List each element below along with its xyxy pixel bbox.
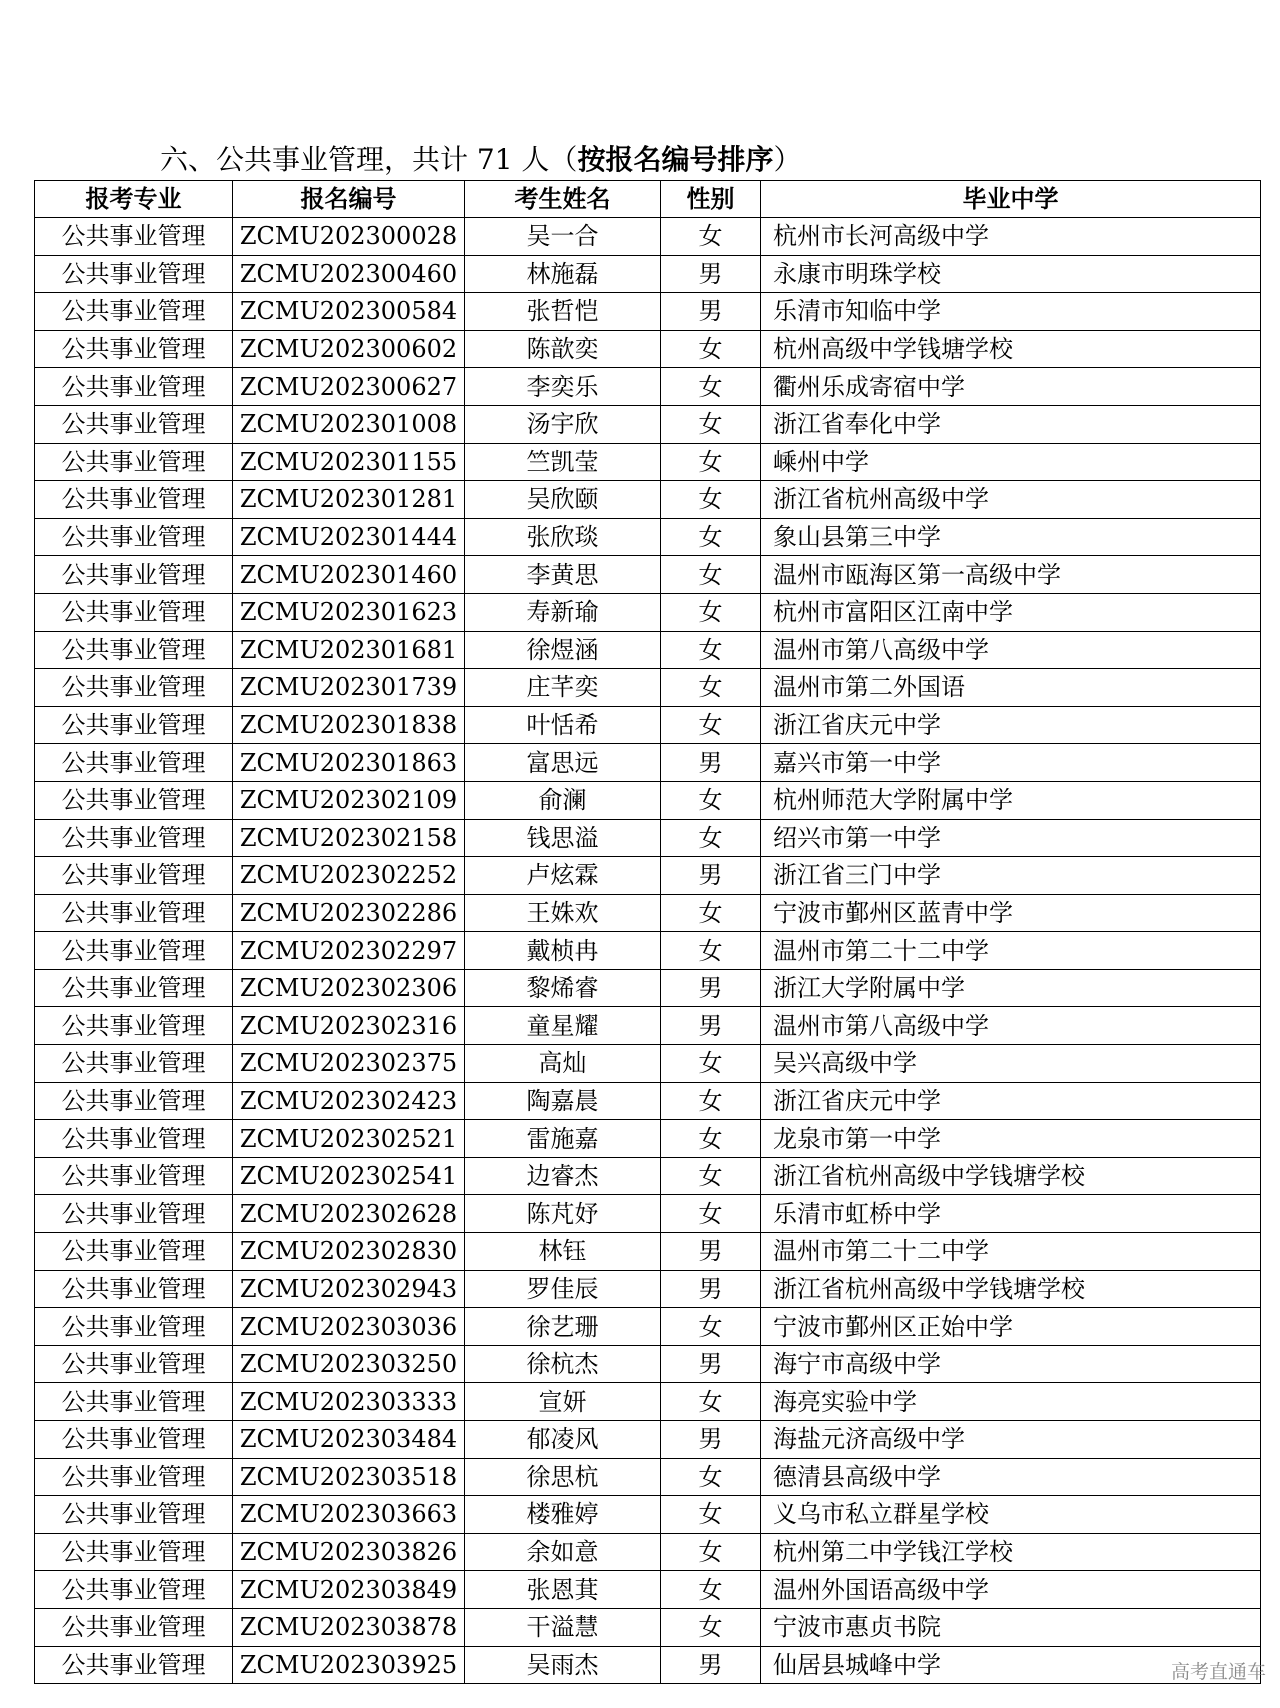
cell-high-school: 温州市第二外国语	[761, 669, 1261, 707]
cell-high-school: 宁波市鄞州区蓝青中学	[761, 894, 1261, 932]
cell-registration-id: ZCMU202302158	[233, 819, 465, 857]
cell-student-name: 陈歆奕	[465, 330, 661, 368]
cell-student-name: 徐艺珊	[465, 1308, 661, 1346]
column-header-registration-id: 报名编号	[233, 181, 465, 218]
cell-student-name: 竺凯莹	[465, 443, 661, 481]
cell-high-school: 浙江省庆元中学	[761, 1082, 1261, 1120]
cell-major: 公共事业管理	[35, 932, 233, 970]
cell-high-school: 仙居县城峰中学	[761, 1646, 1261, 1684]
watermark: 高考直通车	[1170, 1661, 1266, 1683]
cell-high-school: 杭州市长河高级中学	[761, 218, 1261, 256]
cell-major: 公共事业管理	[35, 368, 233, 406]
cell-gender: 女	[661, 706, 761, 744]
cell-gender: 女	[661, 330, 761, 368]
cell-major: 公共事业管理	[35, 969, 233, 1007]
cell-gender: 男	[661, 969, 761, 1007]
cell-major: 公共事业管理	[35, 1571, 233, 1609]
cell-major: 公共事业管理	[35, 1533, 233, 1571]
table-row	[35, 1496, 1261, 1534]
cell-registration-id: ZCMU202303925	[233, 1646, 465, 1684]
cell-high-school: 义乌市私立群星学校	[761, 1496, 1261, 1534]
cell-student-name: 戴桢冉	[465, 932, 661, 970]
cell-registration-id: ZCMU202301838	[233, 706, 465, 744]
table-row	[35, 1421, 1261, 1459]
cell-major: 公共事业管理	[35, 518, 233, 556]
column-header-gender: 性别	[661, 181, 761, 218]
cell-gender: 男	[661, 1646, 761, 1684]
cell-high-school: 温州市瓯海区第一高级中学	[761, 556, 1261, 594]
cell-registration-id: ZCMU202301155	[233, 443, 465, 481]
table-row	[35, 1157, 1261, 1195]
table-row	[35, 405, 1261, 443]
cell-major: 公共事业管理	[35, 1496, 233, 1534]
cell-registration-id: ZCMU202302286	[233, 894, 465, 932]
table-row	[35, 1233, 1261, 1271]
cell-gender: 女	[661, 669, 761, 707]
table-row	[35, 1082, 1261, 1120]
table-row	[35, 368, 1261, 406]
cell-registration-id: ZCMU202303878	[233, 1608, 465, 1646]
cell-registration-id: ZCMU202301281	[233, 481, 465, 519]
table-row	[35, 894, 1261, 932]
cell-registration-id: ZCMU202303518	[233, 1458, 465, 1496]
cell-student-name: 高灿	[465, 1045, 661, 1083]
cell-major: 公共事业管理	[35, 1270, 233, 1308]
cell-high-school: 宁波市惠贞书院	[761, 1608, 1261, 1646]
cell-gender: 女	[661, 1533, 761, 1571]
cell-registration-id: ZCMU202300028	[233, 218, 465, 256]
cell-gender: 女	[661, 405, 761, 443]
cell-gender: 女	[661, 894, 761, 932]
table-row	[35, 631, 1261, 669]
cell-gender: 男	[661, 857, 761, 895]
cell-student-name: 陶嘉晨	[465, 1082, 661, 1120]
cell-gender: 女	[661, 1308, 761, 1346]
cell-gender: 女	[661, 932, 761, 970]
cell-gender: 男	[661, 255, 761, 293]
cell-gender: 男	[661, 744, 761, 782]
table-row	[35, 1120, 1261, 1158]
cell-registration-id: ZCMU202302375	[233, 1045, 465, 1083]
cell-student-name: 徐煜涵	[465, 631, 661, 669]
cell-major: 公共事业管理	[35, 744, 233, 782]
cell-high-school: 温州市第八高级中学	[761, 631, 1261, 669]
cell-registration-id: ZCMU202303663	[233, 1496, 465, 1534]
table-row	[35, 1270, 1261, 1308]
cell-gender: 女	[661, 1157, 761, 1195]
cell-gender: 男	[661, 1345, 761, 1383]
cell-major: 公共事业管理	[35, 1082, 233, 1120]
cell-major: 公共事业管理	[35, 255, 233, 293]
cell-student-name: 张恩萁	[465, 1571, 661, 1609]
cell-student-name: 富思远	[465, 744, 661, 782]
table-row	[35, 1045, 1261, 1083]
cell-major: 公共事业管理	[35, 1458, 233, 1496]
cell-major: 公共事业管理	[35, 631, 233, 669]
cell-high-school: 宁波市鄞州区正始中学	[761, 1308, 1261, 1346]
cell-student-name: 卢炫霖	[465, 857, 661, 895]
cell-gender: 女	[661, 556, 761, 594]
table-row	[35, 1608, 1261, 1646]
table-row	[35, 293, 1261, 331]
cell-high-school: 浙江省杭州高级中学	[761, 481, 1261, 519]
cell-student-name: 林施磊	[465, 255, 661, 293]
table-row	[35, 1007, 1261, 1045]
cell-gender: 女	[661, 1082, 761, 1120]
heading-suffix: ）	[773, 143, 802, 176]
cell-high-school: 德清县高级中学	[761, 1458, 1261, 1496]
table-row	[35, 218, 1261, 256]
cell-high-school: 乐清市虹桥中学	[761, 1195, 1261, 1233]
cell-major: 公共事业管理	[35, 819, 233, 857]
cell-registration-id: ZCMU202301444	[233, 518, 465, 556]
cell-registration-id: ZCMU202302943	[233, 1270, 465, 1308]
cell-student-name: 俞澜	[465, 781, 661, 819]
cell-student-name: 张欣琰	[465, 518, 661, 556]
table-row	[35, 819, 1261, 857]
table-row	[35, 1383, 1261, 1421]
cell-student-name: 吴欣颐	[465, 481, 661, 519]
cell-gender: 女	[661, 1383, 761, 1421]
table-row	[35, 706, 1261, 744]
cell-registration-id: ZCMU202300460	[233, 255, 465, 293]
cell-high-school: 温州市第八高级中学	[761, 1007, 1261, 1045]
cell-major: 公共事业管理	[35, 293, 233, 331]
cell-major: 公共事业管理	[35, 218, 233, 256]
cell-registration-id: ZCMU202303036	[233, 1308, 465, 1346]
table-body	[35, 218, 1261, 1684]
cell-gender: 男	[661, 293, 761, 331]
cell-high-school: 浙江省杭州高级中学钱塘学校	[761, 1270, 1261, 1308]
cell-gender: 女	[661, 481, 761, 519]
cell-high-school: 龙泉市第一中学	[761, 1120, 1261, 1158]
cell-registration-id: ZCMU202302316	[233, 1007, 465, 1045]
cell-major: 公共事业管理	[35, 1421, 233, 1459]
cell-gender: 女	[661, 218, 761, 256]
cell-student-name: 郁凌风	[465, 1421, 661, 1459]
cell-major: 公共事业管理	[35, 330, 233, 368]
cell-student-name: 吴一合	[465, 218, 661, 256]
cell-major: 公共事业管理	[35, 706, 233, 744]
cell-major: 公共事业管理	[35, 669, 233, 707]
cell-high-school: 浙江省三门中学	[761, 857, 1261, 895]
cell-high-school: 浙江省庆元中学	[761, 706, 1261, 744]
cell-high-school: 浙江省杭州高级中学钱塘学校	[761, 1157, 1261, 1195]
cell-gender: 女	[661, 1458, 761, 1496]
cell-gender: 女	[661, 368, 761, 406]
cell-major: 公共事业管理	[35, 781, 233, 819]
cell-gender: 女	[661, 1195, 761, 1233]
cell-student-name: 徐思杭	[465, 1458, 661, 1496]
cell-gender: 女	[661, 1496, 761, 1534]
cell-student-name: 庄芊奕	[465, 669, 661, 707]
cell-registration-id: ZCMU202302297	[233, 932, 465, 970]
cell-major: 公共事业管理	[35, 443, 233, 481]
cell-major: 公共事业管理	[35, 1383, 233, 1421]
cell-registration-id: ZCMU202301863	[233, 744, 465, 782]
cell-registration-id: ZCMU202301623	[233, 593, 465, 631]
cell-student-name: 童星耀	[465, 1007, 661, 1045]
cell-registration-id: ZCMU202300584	[233, 293, 465, 331]
cell-gender: 女	[661, 1045, 761, 1083]
table-row	[35, 744, 1261, 782]
table-row	[35, 932, 1261, 970]
table-row	[35, 1345, 1261, 1383]
cell-major: 公共事业管理	[35, 405, 233, 443]
cell-high-school: 杭州市富阳区江南中学	[761, 593, 1261, 631]
cell-major: 公共事业管理	[35, 1120, 233, 1158]
cell-gender: 男	[661, 1421, 761, 1459]
cell-student-name: 寿新瑜	[465, 593, 661, 631]
table-row	[35, 255, 1261, 293]
cell-major: 公共事业管理	[35, 1045, 233, 1083]
cell-student-name: 宣妍	[465, 1383, 661, 1421]
cell-student-name: 雷施嘉	[465, 1120, 661, 1158]
table-row	[35, 1533, 1261, 1571]
cell-student-name: 林钰	[465, 1233, 661, 1271]
cell-major: 公共事业管理	[35, 1195, 233, 1233]
cell-high-school: 衢州乐成寄宿中学	[761, 368, 1261, 406]
cell-gender: 男	[661, 1233, 761, 1271]
cell-student-name: 罗佳辰	[465, 1270, 661, 1308]
cell-registration-id: ZCMU202303849	[233, 1571, 465, 1609]
table-row	[35, 1308, 1261, 1346]
cell-high-school: 杭州高级中学钱塘学校	[761, 330, 1261, 368]
table-row	[35, 481, 1261, 519]
cell-high-school: 嘉兴市第一中学	[761, 744, 1261, 782]
cell-registration-id: ZCMU202302830	[233, 1233, 465, 1271]
table-row	[35, 593, 1261, 631]
cell-high-school: 乐清市知临中学	[761, 293, 1261, 331]
table-row	[35, 1646, 1261, 1684]
cell-major: 公共事业管理	[35, 556, 233, 594]
cell-registration-id: ZCMU202302521	[233, 1120, 465, 1158]
table-row	[35, 781, 1261, 819]
table-row	[35, 1195, 1261, 1233]
cell-major: 公共事业管理	[35, 1007, 233, 1045]
table-row	[35, 1571, 1261, 1609]
table-row	[35, 857, 1261, 895]
cell-student-name: 王姝欢	[465, 894, 661, 932]
cell-major: 公共事业管理	[35, 1646, 233, 1684]
cell-high-school: 海盐元济高级中学	[761, 1421, 1261, 1459]
column-header-major: 报考专业	[35, 181, 233, 218]
cell-student-name: 汤宇欣	[465, 405, 661, 443]
cell-major: 公共事业管理	[35, 894, 233, 932]
cell-gender: 女	[661, 631, 761, 669]
cell-gender: 女	[661, 819, 761, 857]
cell-registration-id: ZCMU202301460	[233, 556, 465, 594]
cell-registration-id: ZCMU202302109	[233, 781, 465, 819]
cell-registration-id: ZCMU202303484	[233, 1421, 465, 1459]
cell-registration-id: ZCMU202303826	[233, 1533, 465, 1571]
cell-major: 公共事业管理	[35, 1608, 233, 1646]
cell-student-name: 李黄思	[465, 556, 661, 594]
table-row	[35, 443, 1261, 481]
column-header-high-school: 毕业中学	[761, 181, 1261, 218]
cell-student-name: 边睿杰	[465, 1157, 661, 1195]
cell-major: 公共事业管理	[35, 1308, 233, 1346]
cell-high-school: 杭州第二中学钱江学校	[761, 1533, 1261, 1571]
cell-gender: 女	[661, 781, 761, 819]
cell-high-school: 浙江大学附属中学	[761, 969, 1261, 1007]
table-row	[35, 330, 1261, 368]
cell-major: 公共事业管理	[35, 1157, 233, 1195]
cell-student-name: 张哲恺	[465, 293, 661, 331]
cell-gender: 男	[661, 1270, 761, 1308]
cell-registration-id: ZCMU202300602	[233, 330, 465, 368]
column-header-student-name: 考生姓名	[465, 181, 661, 218]
cell-registration-id: ZCMU202300627	[233, 368, 465, 406]
cell-student-name: 黎烯睿	[465, 969, 661, 1007]
cell-high-school: 温州外国语高级中学	[761, 1571, 1261, 1609]
cell-high-school: 浙江省奉化中学	[761, 405, 1261, 443]
table-row	[35, 969, 1261, 1007]
cell-registration-id: ZCMU202301008	[233, 405, 465, 443]
cell-high-school: 象山县第三中学	[761, 518, 1261, 556]
table-row	[35, 669, 1261, 707]
cell-registration-id: ZCMU202303250	[233, 1345, 465, 1383]
cell-student-name: 余如意	[465, 1533, 661, 1571]
cell-registration-id: ZCMU202302541	[233, 1157, 465, 1195]
table-row	[35, 518, 1261, 556]
table-header-row	[35, 181, 1261, 218]
table-row	[35, 556, 1261, 594]
cell-gender: 女	[661, 593, 761, 631]
cell-high-school: 温州市第二十二中学	[761, 1233, 1261, 1271]
cell-gender: 女	[661, 518, 761, 556]
cell-high-school: 温州市第二十二中学	[761, 932, 1261, 970]
cell-registration-id: ZCMU202302306	[233, 969, 465, 1007]
heading-prefix: 六、公共事业管理，共计 71 人（	[160, 143, 578, 176]
cell-student-name: 楼雅婷	[465, 1496, 661, 1534]
cell-gender: 女	[661, 1571, 761, 1609]
cell-registration-id: ZCMU202302628	[233, 1195, 465, 1233]
cell-high-school: 吴兴高级中学	[761, 1045, 1261, 1083]
cell-high-school: 海宁市高级中学	[761, 1345, 1261, 1383]
cell-major: 公共事业管理	[35, 593, 233, 631]
cell-gender: 男	[661, 1007, 761, 1045]
cell-major: 公共事业管理	[35, 481, 233, 519]
cell-registration-id: ZCMU202301681	[233, 631, 465, 669]
cell-gender: 女	[661, 443, 761, 481]
cell-gender: 女	[661, 1608, 761, 1646]
cell-high-school: 海亮实验中学	[761, 1383, 1261, 1421]
table-row	[35, 1458, 1261, 1496]
cell-high-school: 永康市明珠学校	[761, 255, 1261, 293]
cell-student-name: 叶恬希	[465, 706, 661, 744]
cell-high-school: 杭州师范大学附属中学	[761, 781, 1261, 819]
cell-student-name: 钱思溢	[465, 819, 661, 857]
cell-major: 公共事业管理	[35, 1233, 233, 1271]
cell-student-name: 陈芃妤	[465, 1195, 661, 1233]
cell-student-name: 吴雨杰	[465, 1646, 661, 1684]
heading-sort-note: 按报名编号排序	[577, 143, 774, 176]
cell-major: 公共事业管理	[35, 857, 233, 895]
cell-high-school: 绍兴市第一中学	[761, 819, 1261, 857]
section-heading	[160, 140, 801, 180]
cell-high-school: 嵊州中学	[761, 443, 1261, 481]
cell-student-name: 干溢慧	[465, 1608, 661, 1646]
cell-student-name: 李奕乐	[465, 368, 661, 406]
cell-registration-id: ZCMU202303333	[233, 1383, 465, 1421]
cell-registration-id: ZCMU202301739	[233, 669, 465, 707]
cell-registration-id: ZCMU202302423	[233, 1082, 465, 1120]
cell-gender: 女	[661, 1120, 761, 1158]
cell-major: 公共事业管理	[35, 1345, 233, 1383]
cell-registration-id: ZCMU202302252	[233, 857, 465, 895]
admission-table	[34, 180, 1261, 1684]
cell-student-name: 徐杭杰	[465, 1345, 661, 1383]
